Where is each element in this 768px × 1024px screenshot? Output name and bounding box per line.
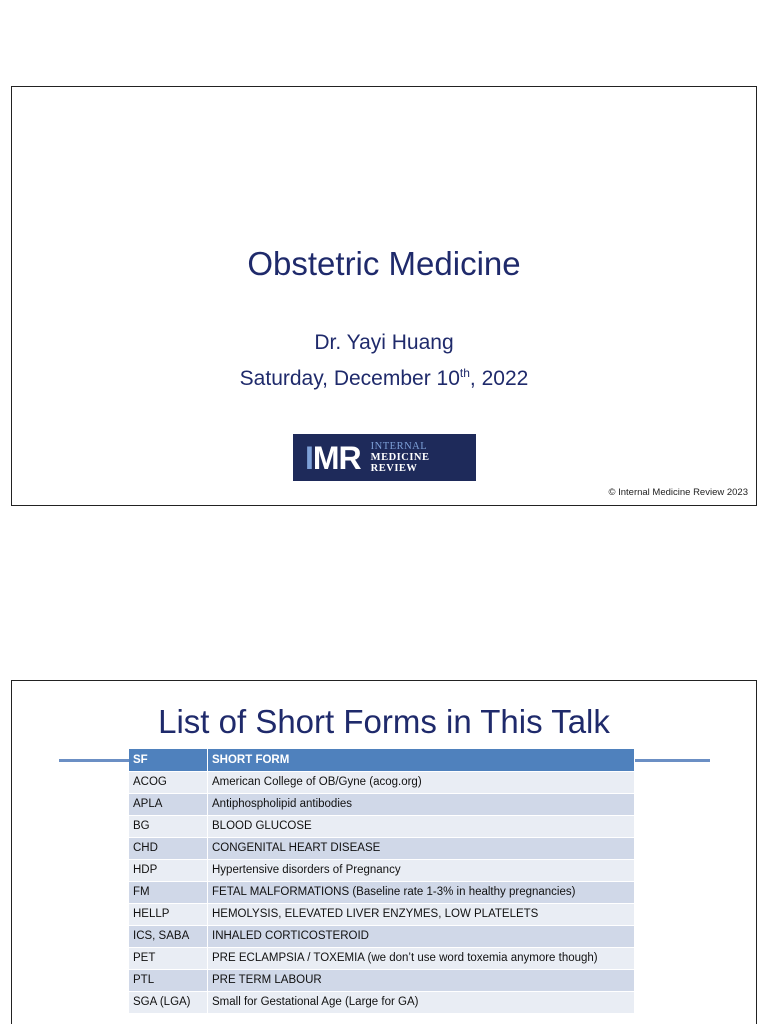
imr-logo-letters [305,439,361,476]
imr-logo-wordmark [371,441,430,474]
table-header-row [129,749,635,772]
definition-cell: Antiphospholipid antibodies [208,794,635,816]
column-header-short-form: SHORT FORM [208,749,635,772]
abbreviation-cell: PTL [129,970,208,992]
date-ordinal-suffix: th [459,366,470,380]
abbreviation-cell: CHD [129,838,208,860]
definition-cell: BLOOD GLUCOSE [208,816,635,838]
definition-cell: PRE ECLAMPSIA / TOXEMIA (we don’t use word toxemia anymore though) [208,948,635,970]
abbreviation-cell: SGA (LGA) [129,992,208,1014]
logo-line-review: REVIEW [370,463,418,474]
table-row [129,882,635,904]
table-row [129,926,635,948]
table-row [129,794,635,816]
date-prefix: Saturday, December 10 [239,367,460,390]
abbreviation-cell: ACOG [129,772,208,794]
definition-cell: PRE TERM LABOUR [208,970,635,992]
abbreviation-cell: APLA [129,794,208,816]
presentation-title: Obstetric Medicine [247,245,521,282]
definition-cell: Small for Gestational Age (Large for GA) [208,992,635,1014]
presenter-name: Dr. Yayi Huang [314,331,454,354]
title-slide [11,86,757,506]
logo-line-medicine: MEDICINE [370,452,430,463]
abbreviation-cell: BG [129,816,208,838]
table-row [129,970,635,992]
table-row [129,992,635,1014]
definition-cell: American College of OB/Gyne (acog.org) [208,772,635,794]
abbreviation-cell: FM [129,882,208,904]
presentation-date [12,367,756,391]
imr-logo-mark [305,441,361,475]
date-year: , 2022 [469,367,529,390]
logo-letter-i: I [305,439,313,476]
table-row [129,772,635,794]
abbreviation-cell: HDP [129,860,208,882]
definition-cell: FETAL MALFORMATIONS (Baseline rate 1-3% in healthy pregnancies) [208,882,635,904]
abbreviation-cell: HELLP [129,904,208,926]
column-header-sf: SF [129,749,208,772]
slide-title: List of Short Forms in This Talk [158,703,610,740]
copyright-notice: © Internal Medicine Review 2023 [608,487,748,498]
table-row [129,860,635,882]
abbreviation-cell: ICS, SABA [129,926,208,948]
table-row [129,904,635,926]
table-row [129,816,635,838]
definition-cell: CONGENITAL HEART DISEASE [208,838,635,860]
table-row [129,948,635,970]
logo-line-internal: INTERNAL [370,441,428,452]
imr-logo [293,434,476,481]
definition-cell: INHALED CORTICOSTEROID [208,926,635,948]
title-rule-right [634,759,710,762]
table-row [129,838,635,860]
abbreviation-cell: PET [129,948,208,970]
short-forms-table [129,749,635,1013]
definition-cell: HEMOLYSIS, ELEVATED LIVER ENZYMES, LOW PLATELETS [208,904,635,926]
short-forms-slide [11,680,757,1024]
definition-cell: Hypertensive disorders of Pregnancy [208,860,635,882]
logo-letters-mr: MR [312,439,361,476]
title-rule-left [59,759,129,762]
